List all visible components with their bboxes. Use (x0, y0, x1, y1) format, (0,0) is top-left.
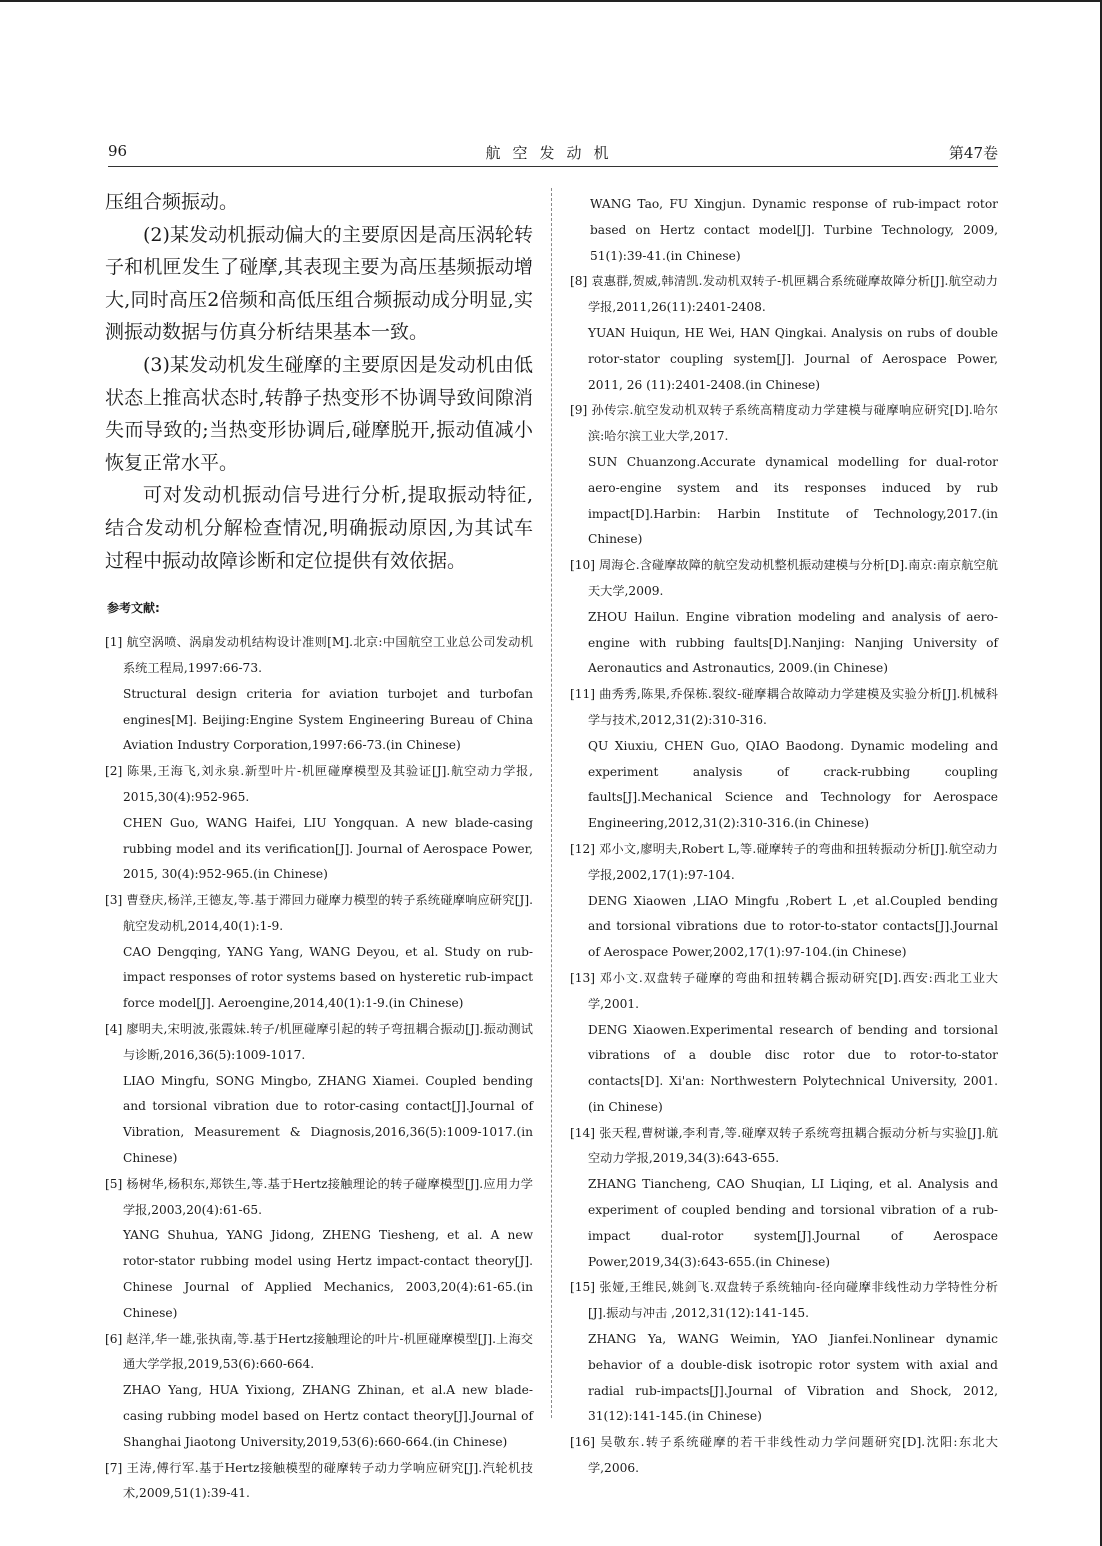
reference-item (570, 553, 998, 682)
left-column (105, 186, 533, 1507)
reference-english: QU Xiuxiu, CHEN Guo, QIAO Baodong. Dynamic modeling and experiment analysis of crack-rubbing coupling faults[J].Mechanical Science and Technology for Aerospace Engineering,2012,31(2):310-316.(in Chinese) (588, 738, 998, 831)
reference-item (570, 837, 998, 966)
page-top-border (0, 0, 1102, 12)
reference-chinese: [7] 王涛,傅行军.基于Hertz接触模型的碰摩转子动力学响应研究[J].汽轮机技术,2009,51(1):39-41. (105, 1460, 533, 1501)
reference-english: CAO Dengqing, YANG Yang, WANG Deyou, et al. Study on rub-impact responses of rotor systems based on hysteretic rub-impact force model[J]. Aeroengine,2014,40(1):1-9.(in Chinese) (123, 944, 533, 1011)
page-number: 96 (108, 142, 128, 160)
reference-item (570, 966, 998, 1121)
reference-chinese: [2] 陈果,王海飞,刘永泉.新型叶片-机匣碰摩模型及其验证[J].航空动力学报, 2015,30(4):952-965. (105, 764, 533, 804)
reference-english: YANG Shuhua, YANG Jidong, ZHENG Tiesheng, et al. A new rotor-stator rubbing model using Hertz impact-contact theory[J]. Chinese Journal of Applied Mechanics, 2003,20(4):61-65.(in Chinese) (123, 1228, 533, 1320)
reference-item (570, 398, 998, 553)
journal-title: 航空发动机 (485, 144, 621, 162)
reference-chinese: [14] 张天程,曹树谦,李利青,等.碰摩双转子系统弯扭耦合振动分析与实验[J].航空动力学报,2019,34(3):643-655. (570, 1125, 998, 1166)
reference-item (570, 682, 998, 837)
reference-chinese: [3] 曹登庆,杨洋,王德友,等.基于滞回力碰摩力模型的转子系统碰摩响应研究[J].航空发动机,2014,40(1):1-9. (105, 893, 533, 933)
reference-item (570, 1121, 998, 1276)
reference-english: ZHOU Hailun. Engine vibration modeling and analysis of aero-engine with rubbing faults[D].Nanjing: Nanjing University of Aeronautics and Astronautics, 2009.(in Chinese) (588, 609, 998, 676)
reference-item (105, 630, 533, 759)
body-paragraph: (3)某发动机发生碰摩的主要原因是发动机由低状态上推高状态时,转静子热变形不协调导致间隙消失而导致的;当热变形协调后,碰摩脱开,振动值减小恢复正常水平。 (105, 353, 533, 474)
reference-chinese: [15] 张娅,王维民,姚剑飞.双盘转子系统轴向-径向碰摩非线性动力学特性分析[J].振动与冲击 ,2012,31(12):141-145. (570, 1280, 998, 1321)
body-paragraph: (2)某发动机振动偏大的主要原因是高压涡轮转子和机匣发生了碰摩,其表现主要为高压基频振动增大,同时高压2倍频和高低压组合频振动成分明显,实测振动数据与仿真分析结果基本一致。 (105, 223, 533, 344)
reference-english: ZHANG Ya, WANG Weimin, YAO Jianfei.Nonlinear dynamic behavior of a double-disk isotropic rotor system with axial and radial rub-impacts[J].Journal of Vibration and Shock, 2012, 31(12):141-145.(in Chinese) (588, 1332, 998, 1424)
reference-item (570, 1430, 998, 1482)
reference-item (105, 1456, 533, 1508)
reference-english: SUN Chuanzong.Accurate dynamical modelling for dual-rotor aero-engine system and its responses induced by rub impact[D].Harbin: Harbin Institute of Technology,2017.(in Chinese) (588, 454, 998, 547)
reference-item (105, 1172, 533, 1327)
reference-chinese: [11] 曲秀秀,陈果,乔保栋.裂纹-碰摩耦合故障动力学建模及实验分析[J].机械科学与技术,2012,31(2):310-316. (570, 687, 998, 727)
reference-english: DENG Xiaowen.Experimental research of bending and torsional vibrations of a double disc rotor due to rotor-to-stator contacts[D]. Xi'an: Northwestern Polytechnical University, 2001.(in Chinese) (588, 1022, 998, 1114)
reference-chinese: [13] 邓小文.双盘转子碰摩的弯曲和扭转耦合振动研究[D].西安:西北工业大学,2001. (570, 970, 998, 1011)
column-divider (551, 188, 552, 1418)
reference-item (570, 1275, 998, 1430)
reference-chinese: [12] 邓小文,廖明夫,Robert L,等.碰摩转子的弯曲和扭转振动分析[J].航空动力学报,2002,17(1):97-104. (570, 841, 998, 882)
reference-chinese: [6] 赵洋,华一雄,张执南,等.基于Hertz接触理论的叶片-机匣碰摩模型[J].上海交通大学学报,2019,53(6):660-664. (105, 1331, 533, 1372)
reference-chinese: [4] 廖明夫,宋明波,张霞妹.转子/机匣碰摩引起的转子弯扭耦合振动[J].振动测试与诊断,2016,36(5):1009-1017. (105, 1022, 533, 1062)
reference-english: ZHAO Yang, HUA Yixiong, ZHANG Zhinan, et al.A new blade-casing rubbing model based on Hertz contact theory[J].Journal of Shanghai Jiaotong University,2019,53(6):660-664.(in Chinese) (123, 1383, 533, 1449)
volume-label: 第47卷 (948, 144, 998, 162)
reference-item (105, 888, 533, 1017)
reference-english: CHEN Guo, WANG Haifei, LIU Yongquan. A new blade-casing rubbing model and its verification[J]. Journal of Aerospace Power, 2015, 30(4):952-965.(in Chinese) (123, 815, 533, 882)
body-paragraph: 压组合频振动。 (105, 191, 239, 213)
reference-english: ZHANG Tiancheng, CAO Shuqian, LI Liqing, et al. Analysis and experiment of coupled bending and torsional vibration of a rub-impact dual-rotor system[J].Journal of Aerospace Power,2019,34(3):643-655.(in Chinese) (588, 1177, 998, 1269)
right-column (570, 192, 998, 1482)
reference-chinese: [8] 袁惠群,贺威,韩清凯.发动机双转子-机匣耦合系统碰摩故障分析[J].航空动力学报,2011,26(11):2401-2408. (570, 274, 998, 315)
reference-english: YUAN Huiqun, HE Wei, HAN Qingkai. Analysis on rubs of double rotor-stator coupling system[J]. Journal of Aerospace Power, 2011, 26 (11):2401-2408.(in Chinese) (588, 325, 998, 392)
reference-item (570, 269, 998, 398)
running-header (108, 140, 998, 167)
conclusion-text (105, 186, 533, 577)
reference-chinese: [9] 孙传宗.航空发动机双转子系统高精度动力学建模与碰摩响应研究[D].哈尔滨:哈尔滨工业大学,2017. (570, 403, 998, 444)
reference-chinese: [5] 杨树华,杨积东,郑铁生,等.基于Hertz接触理论的转子碰摩模型[J].应用力学学报,2003,20(4):61-65. (105, 1176, 533, 1217)
reference-continuation: WANG Tao, FU Xingjun. Dynamic response of rub-impact rotor based on Hertz contact model[J]. Turbine Technology, 2009, 51(1):39-41.(in Chinese) (590, 197, 998, 263)
references-heading: 参考文献: (107, 601, 160, 616)
reference-english: Structural design criteria for aviation turbojet and turbofan engines[M]. Beijing:Engine System Engineering Bureau of China Aviation Industry Corporation,1997:66-73.(in Chinese) (123, 686, 533, 753)
reference-item (105, 759, 533, 888)
reference-english: LIAO Mingfu, SONG Mingbo, ZHANG Xiamei. Coupled bending and torsional vibration due to rotor-casing contact[J].Journal of Vibration, Measurement & Diagnosis,2016,36(5):1009-1017.(in Chinese) (123, 1073, 533, 1166)
reference-chinese: [10] 周海仑.含碰摩故障的航空发动机整机振动建模与分析[D].南京:南京航空航天大学,2009. (570, 558, 998, 598)
reference-english: DENG Xiaowen ,LIAO Mingfu ,Robert L ,et al.Coupled bending and torsional vibrations due to rotor-to-stator contacts[J].Journal of Aerospace Power,2002,17(1):97-104.(in Chinese) (588, 893, 998, 960)
body-paragraph: 可对发动机振动信号进行分析,提取振动特征,结合发动机分解检查情况,明确振动原因,为其试车过程中振动故障诊断和定位提供有效依据。 (105, 484, 533, 572)
reference-item (105, 1327, 533, 1456)
reference-chinese: [16] 吴敬东.转子系统碰摩的若干非线性动力学问题研究[D].沈阳:东北大学,2006. (570, 1435, 998, 1476)
reference-chinese: [1] 航空涡喷、涡扇发动机结构设计准则[M].北京:中国航空工业总公司发动机系统工程局,1997:66-73. (105, 635, 533, 675)
reference-item (105, 1017, 533, 1172)
